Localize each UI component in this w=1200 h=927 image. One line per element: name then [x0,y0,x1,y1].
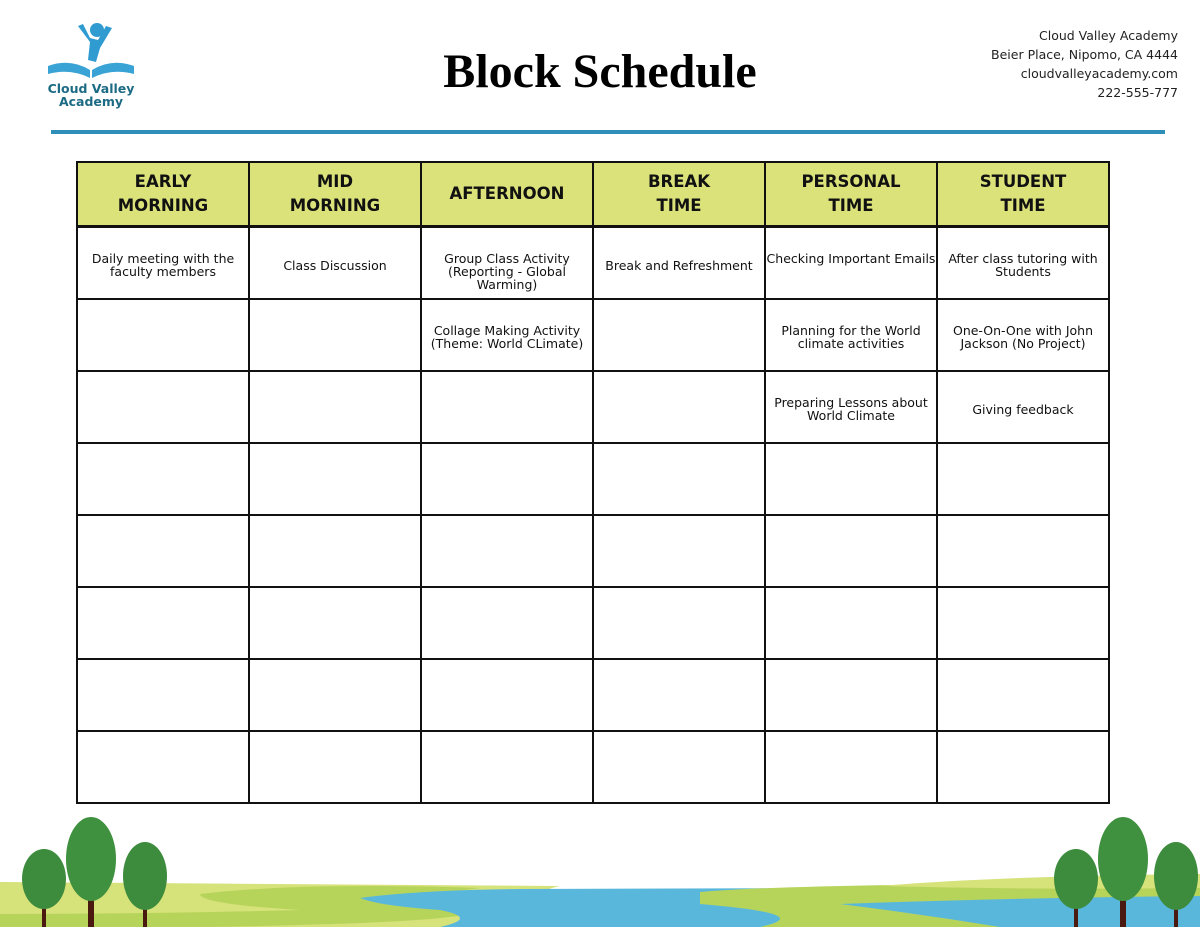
column-header [77,162,249,227]
cell-text [250,372,420,403]
cell-text [422,660,592,691]
schedule-cell[interactable] [421,587,593,659]
cell-text [938,516,1108,547]
cell-text [594,588,764,619]
schedule-cell[interactable] [937,659,1109,731]
cell-text [422,732,592,763]
schedule-cell[interactable] [249,299,421,371]
cell-text [594,732,764,763]
cell-text [766,444,936,475]
table-row [77,227,1109,300]
column-header-line: TIME [656,196,702,215]
cell-text [938,444,1108,475]
column-header-line: MID [316,172,354,191]
schedule-cell[interactable] [249,227,421,300]
cell-text [78,372,248,403]
cell-text [78,588,248,619]
cell-text [766,732,936,763]
contact-block [991,26,1178,102]
column-header-line: TIME [828,196,874,215]
schedule-cell[interactable] [421,443,593,515]
landscape-illustration [0,814,1200,927]
divider [51,130,1165,134]
cell-text: Collage Making Activity (Theme: World CLimate) [430,323,584,351]
school-phone: 222-555-777 [1097,85,1178,100]
cell-text [78,660,248,691]
table-row [77,731,1109,803]
schedule-table [76,161,1110,804]
cell-text [422,372,592,403]
schedule-cell[interactable] [593,371,765,443]
cell-text: After class tutoring with Students [948,251,1098,279]
column-header [937,162,1109,227]
schedule-cell[interactable] [765,515,937,587]
trees-right-icon [1054,817,1198,927]
column-header-line: MORNING [289,196,381,215]
schedule-cell[interactable] [421,227,593,300]
school-address: Beier Place, Nipomo, CA 4444 [991,47,1178,62]
schedule-cell[interactable] [77,587,249,659]
column-header-line: TIME [1000,196,1046,215]
column-header [593,162,765,227]
schedule-cell[interactable] [77,299,249,371]
column-header-line: STUDENT [979,172,1067,191]
schedule-cell[interactable] [249,731,421,803]
column-header [421,162,593,227]
cell-text [78,444,248,475]
column-header-line: PERSONAL [801,172,901,191]
table-row [77,299,1109,371]
column-header-line: EARLY [134,172,192,191]
column-header-line: AFTERNOON [449,184,565,203]
cell-text [250,660,420,691]
schedule-cell[interactable] [937,371,1109,443]
schedule-cell[interactable] [593,587,765,659]
schedule-cell[interactable] [77,371,249,443]
schedule-cell[interactable] [765,659,937,731]
cell-text [78,732,248,763]
table-row [77,371,1109,443]
schedule-cell[interactable] [77,731,249,803]
column-header [765,162,937,227]
schedule-cell[interactable] [765,299,937,371]
cell-text [766,660,936,691]
cell-text [594,516,764,547]
table-row [77,659,1109,731]
cell-text [594,660,764,691]
schedule-cell[interactable] [765,371,937,443]
cell-text: Class Discussion [283,258,387,273]
schedule-cell[interactable] [593,299,765,371]
schedule-cell[interactable] [937,587,1109,659]
cell-text [250,516,420,547]
schedule-cell[interactable] [421,731,593,803]
column-header [249,162,421,227]
schedule-cell[interactable] [765,731,937,803]
cell-text: Giving feedback [972,402,1074,417]
schedule-cell[interactable] [593,227,765,300]
schedule-cell[interactable] [249,371,421,443]
schedule-cell[interactable] [421,371,593,443]
schedule-cell[interactable] [765,443,937,515]
schedule-cell[interactable] [765,587,937,659]
cell-text: One-On-One with John Jackson (No Project) [952,323,1094,351]
cell-text [422,588,592,619]
schedule-cell[interactable] [593,443,765,515]
cell-text [250,588,420,619]
schedule-cell[interactable] [421,299,593,371]
schedule-cell[interactable] [421,515,593,587]
schedule-cell[interactable] [937,515,1109,587]
table-row [77,587,1109,659]
cell-text [938,660,1108,691]
schedule-cell[interactable] [593,515,765,587]
schedule-cell[interactable] [937,731,1109,803]
cell-text [250,732,420,763]
school-name: Cloud Valley Academy [1039,28,1178,43]
schedule-cell[interactable] [77,515,249,587]
cell-text [766,588,936,619]
schedule-cell[interactable] [249,443,421,515]
schedule-cell[interactable] [937,299,1109,371]
schedule-cell[interactable] [249,515,421,587]
cell-text: Group Class Activity (Reporting - Global Warming) [444,251,570,292]
cell-text: Planning for the World climate activities [781,323,921,351]
cell-text: Preparing Lessons about World Climate [774,395,928,423]
schedule-cell[interactable] [421,659,593,731]
schedule-cell[interactable] [77,443,249,515]
cell-text [594,372,764,403]
cell-text [938,588,1108,619]
schedule-cell[interactable] [593,731,765,803]
schedule-cell[interactable] [77,227,249,300]
logo-line-2: Academy [58,94,124,109]
cell-text [250,300,420,331]
schedule-cell[interactable] [937,227,1109,300]
schedule-cell[interactable] [765,227,937,300]
cell-text: Daily meeting with the faculty members [91,251,235,279]
column-header-line: MORNING [117,196,209,215]
schedule-cell[interactable] [593,659,765,731]
logo-line-1: Cloud Valley [47,81,135,96]
cell-text [422,444,592,475]
table-row [77,443,1109,515]
schedule-cell[interactable] [249,587,421,659]
schedule-cell[interactable] [77,659,249,731]
page-title: Block Schedule [443,45,757,98]
cell-text [594,300,764,331]
cell-text [594,444,764,475]
cell-text [78,516,248,547]
school-website: cloudvalleyacademy.com [1020,66,1178,81]
table-row [77,515,1109,587]
cell-text [250,444,420,475]
cell-text: Checking Important Emails [766,251,936,266]
header-row [77,162,1109,227]
column-header-line: BREAK [647,172,711,191]
cell-text [766,516,936,547]
cell-text [422,516,592,547]
schedule-cell[interactable] [249,659,421,731]
cell-text [938,732,1108,763]
cell-text [78,300,248,331]
schedule-cell[interactable] [937,443,1109,515]
cell-text: Break and Refreshment [605,258,753,273]
